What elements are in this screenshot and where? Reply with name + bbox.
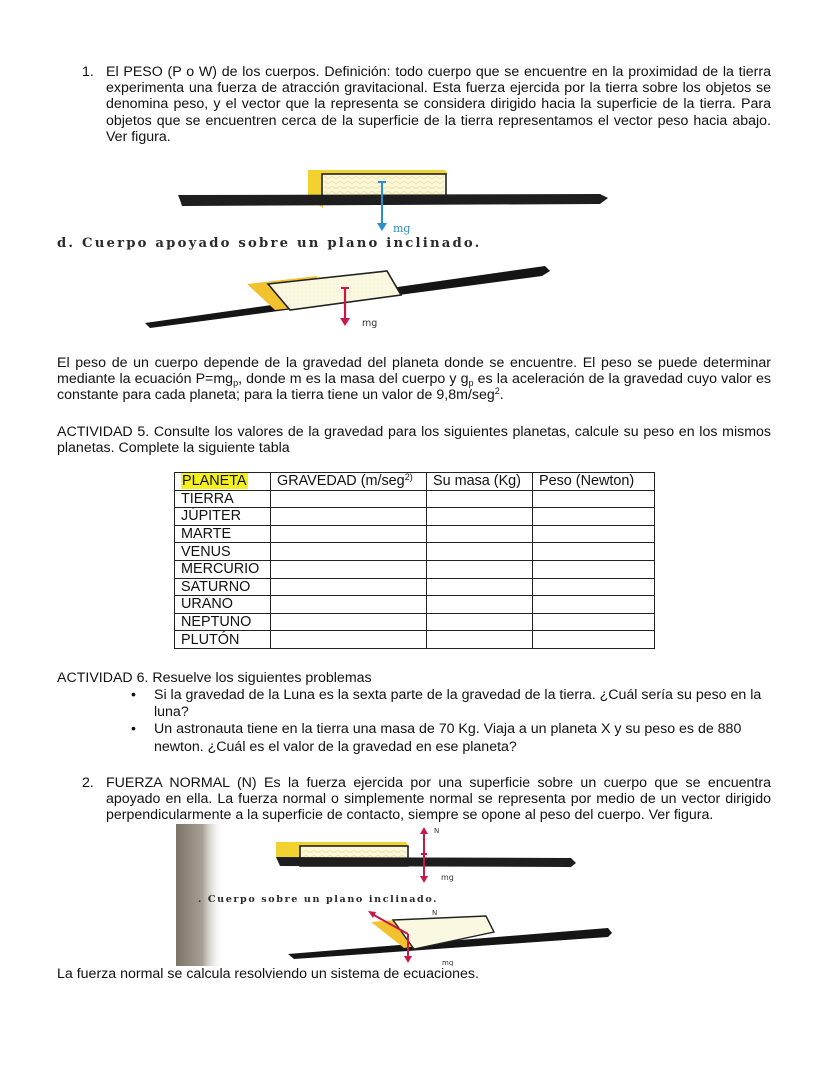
- cell-gravity[interactable]: [271, 525, 427, 543]
- cell-mass[interactable]: [427, 560, 533, 578]
- section-2-number: 2.: [82, 775, 94, 791]
- table-row: [175, 543, 655, 561]
- closing-text: La fuerza normal se calcula resolviendo un sistema de ecuaciones.: [57, 966, 479, 982]
- cell-gravity[interactable]: [271, 596, 427, 614]
- figure-2-vector-label: mg: [362, 318, 378, 329]
- figure-3-caption: . Cuerpo sobre un plano inclinado.: [198, 894, 439, 905]
- table-row: [175, 525, 655, 543]
- cell-weight[interactable]: [533, 508, 655, 526]
- header-planet: [175, 473, 271, 491]
- list-item: [131, 721, 764, 755]
- section-2-text: FUERZA NORMAL (N) Es la fuerza ejercida por una superficie sobre un cuerpo que se encuentra apoyado en ella. La fuerza normal o simplemente normal se representa por medio de un vector dirigido perpendicularmente a la superficie de contacto, siempre se opone al peso del cuerpo. Ver figura.: [106, 775, 771, 824]
- cell-planet: MERCURIO: [175, 560, 271, 578]
- table-row: [175, 560, 655, 578]
- figure-incline-weight: [140, 258, 610, 333]
- cell-planet: PLUTÓN: [175, 631, 271, 649]
- list-item: [131, 687, 764, 721]
- figure-flat-weight: [170, 160, 630, 235]
- figure-1-vector-label: mg: [393, 222, 411, 235]
- planets-table: [174, 472, 655, 649]
- cell-planet: NEPTUNO: [175, 613, 271, 631]
- table-row: [175, 596, 655, 614]
- incline-weight-label: mg: [442, 959, 454, 966]
- cell-gravity[interactable]: [271, 613, 427, 631]
- cell-mass[interactable]: [427, 543, 533, 561]
- cell-weight[interactable]: [533, 543, 655, 561]
- activity-5-text: ACTIVIDAD 5. Consulte los valores de la gravedad para los siguientes planetas, calcule su peso en los mismos planetas. Complete la siguiente tabla: [57, 424, 771, 457]
- weight-paragraph: El peso de un cuerpo depende de la gravedad del planeta donde se encuentre. El peso se puede determinar mediante la ecuación $P=mg_p$, donde m es la masa del cuerpo y $g_p$ es la aceleración de la gravedad cuyo valor es constante para cada planeta; para la tierra tiene un valor de 9,8m/seg$^2$.: [57, 355, 772, 404]
- table-row: [175, 508, 655, 526]
- cell-weight[interactable]: [533, 578, 655, 596]
- cell-weight[interactable]: [533, 560, 655, 578]
- cell-mass[interactable]: [427, 613, 533, 631]
- highlighted-text: PLANETA: [182, 473, 247, 490]
- header-mass: Su masa (Kg): [427, 473, 533, 491]
- cell-gravity[interactable]: [271, 578, 427, 596]
- cell-planet: TIERRA: [175, 490, 271, 508]
- bullet-icon: •: [131, 687, 136, 703]
- figure-2-caption: d. Cuerpo apoyado sobre un plano inclinado.: [57, 236, 482, 251]
- section-1-number: 1.: [82, 64, 94, 80]
- table-row: [175, 613, 655, 631]
- weight-label: mg: [441, 873, 454, 882]
- cell-planet: MARTE: [175, 525, 271, 543]
- cell-planet: JÚPITER: [175, 508, 271, 526]
- cell-weight[interactable]: [533, 490, 655, 508]
- problem-text: Un astronauta tiene en la tierra una masa de 70 Kg. Viaja a un planeta X y su peso es de 880 newton. ¿Cuál es el valor de la gravedad en ese planeta?: [154, 721, 742, 755]
- cell-mass[interactable]: [427, 525, 533, 543]
- cell-planet: SATURNO: [175, 578, 271, 596]
- cell-gravity[interactable]: [271, 490, 427, 508]
- cell-mass[interactable]: [427, 490, 533, 508]
- cell-weight[interactable]: [533, 613, 655, 631]
- cell-weight[interactable]: [533, 525, 655, 543]
- cell-gravity[interactable]: [271, 508, 427, 526]
- cell-mass[interactable]: [427, 596, 533, 614]
- normal-label: N: [434, 827, 440, 835]
- bullet-icon: •: [131, 721, 136, 738]
- table-header-row: [175, 473, 655, 491]
- cell-weight[interactable]: [533, 596, 655, 614]
- cell-mass[interactable]: [427, 631, 533, 649]
- activity-6-title: ACTIVIDAD 6. Resuelve los siguientes problemas: [57, 670, 372, 686]
- cell-gravity[interactable]: [271, 543, 427, 561]
- activity-6-list: [131, 687, 764, 756]
- cell-gravity[interactable]: [271, 631, 427, 649]
- table-row: [175, 490, 655, 508]
- table-row: [175, 631, 655, 649]
- cell-mass[interactable]: [427, 578, 533, 596]
- table-row: [175, 578, 655, 596]
- cell-gravity[interactable]: [271, 560, 427, 578]
- incline-normal-label: N: [432, 909, 438, 917]
- cell-weight[interactable]: [533, 631, 655, 649]
- header-weight: Peso (Newton): [533, 473, 655, 491]
- figure-normal-force: [176, 824, 636, 966]
- cell-mass[interactable]: [427, 508, 533, 526]
- section-1-text: El PESO (P o W) de los cuerpos. Definición: todo cuerpo que se encuentre en la proximidad de la tierra experimenta una fuerza de atracción gravitacional. Esta fuerza ejercida por la tierra sobre los objetos se denomina peso, y el vector que la representa se considera dirigido hacia la superficie de la tierra. Para objetos que se encuentren cerca de la superficie de la tierra representamos el vector peso hacia abajo. Ver figura.: [106, 64, 771, 145]
- problem-text: Si la gravedad de la Luna es la sexta parte de la gravedad de la tierra. ¿Cuál sería su peso en la luna?: [154, 687, 762, 721]
- header-gravity: GRAVEDAD (m/seg$^{2)}$: [271, 473, 427, 491]
- cell-planet: URANO: [175, 596, 271, 614]
- cell-planet: VENUS: [175, 543, 271, 561]
